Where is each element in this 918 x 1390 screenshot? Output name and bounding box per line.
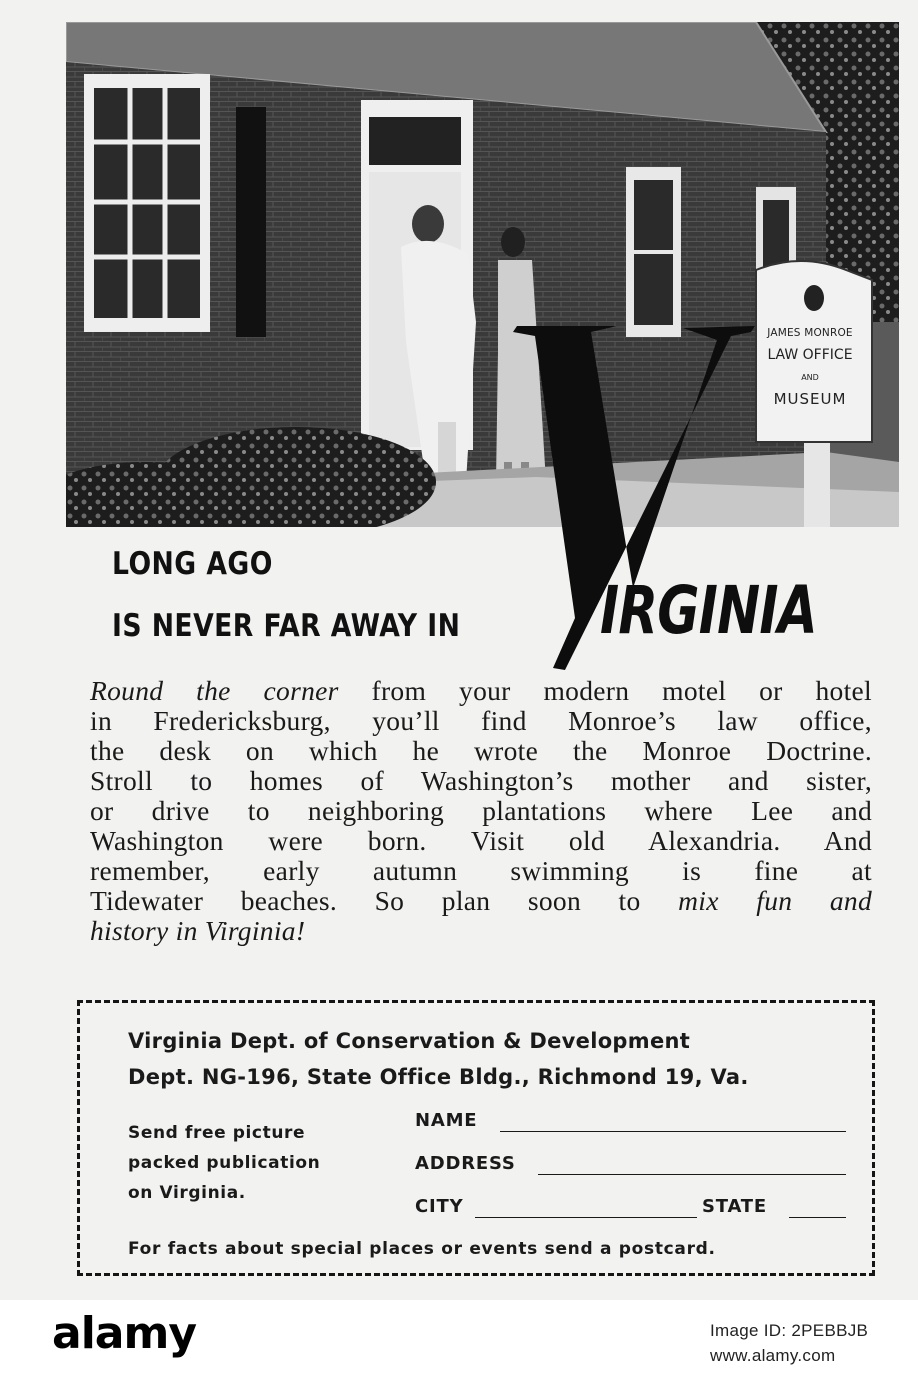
photo-icon xyxy=(66,22,899,527)
address-field[interactable] xyxy=(538,1174,846,1175)
coupon-address-line-1: Virginia Dept. of Conservation & Development xyxy=(128,1029,691,1053)
body-line-9-italic: history in Virginia! xyxy=(90,915,306,946)
body-line-6: Washington were born. Visit old Alexandria. And xyxy=(90,825,872,856)
send-line-2: packed publication xyxy=(128,1153,321,1173)
headline-line-1: LONG AGO xyxy=(112,546,273,582)
address-label: ADDRESS xyxy=(415,1153,516,1174)
city-label: CITY xyxy=(415,1196,464,1217)
brand-rest: IRGINIA xyxy=(600,572,817,649)
body-line-8 xyxy=(90,886,872,916)
body-line-7: remember, early autumn swimming is fine at xyxy=(90,855,872,886)
headline-line-2: IS NEVER FAR AWAY IN xyxy=(112,608,461,644)
body-line-8-italic: mix fun and xyxy=(678,885,872,916)
sign-line-3: AND xyxy=(801,373,819,382)
sign-line-2: LAW OFFICE xyxy=(767,347,853,363)
body-line-5: or drive to neighboring plantations where Lee and xyxy=(90,795,872,826)
body-line-3: the desk on which he wrote the Monroe Doctrine. xyxy=(90,735,872,766)
body-line-1 xyxy=(90,676,872,706)
alamy-logo: alamy xyxy=(52,1308,196,1359)
name-field[interactable] xyxy=(500,1131,846,1132)
body-line-1-italic: Round the corner xyxy=(90,675,339,706)
body-line-2: in Fredericksburg, you’ll find Monroe’s law office, xyxy=(90,705,872,736)
postcard-note: For facts about special places or events send a postcard. xyxy=(128,1239,716,1259)
body-line-8-text: Tidewater beaches. So plan soon to xyxy=(90,885,679,916)
sign-line-1: JAMES MONROE xyxy=(767,327,853,339)
body-line-1-text: from your modern motel or hotel xyxy=(338,675,872,706)
send-line-1: Send free picture xyxy=(128,1123,306,1143)
mail-coupon xyxy=(77,1000,875,1276)
coupon-address-line-2: Dept. NG-196, State Office Bldg., Richmond 19, Va. xyxy=(128,1065,749,1089)
send-line-3: on Virginia. xyxy=(128,1183,246,1203)
museum-sign xyxy=(750,327,870,408)
body-line-4: Stroll to homes of Washington’s mother and sister, xyxy=(90,765,872,796)
state-field[interactable] xyxy=(789,1217,846,1218)
site-url: www.alamy.com xyxy=(710,1346,836,1365)
state-label: STATE xyxy=(702,1196,767,1217)
house-photo xyxy=(66,22,899,527)
sign-line-4: MUSEUM xyxy=(773,390,847,408)
city-field[interactable] xyxy=(475,1217,697,1218)
image-id: Image ID: 2PEBBJB xyxy=(710,1321,869,1340)
body-line-9 xyxy=(90,916,872,946)
body-copy xyxy=(90,676,872,946)
name-label: NAME xyxy=(415,1110,478,1131)
